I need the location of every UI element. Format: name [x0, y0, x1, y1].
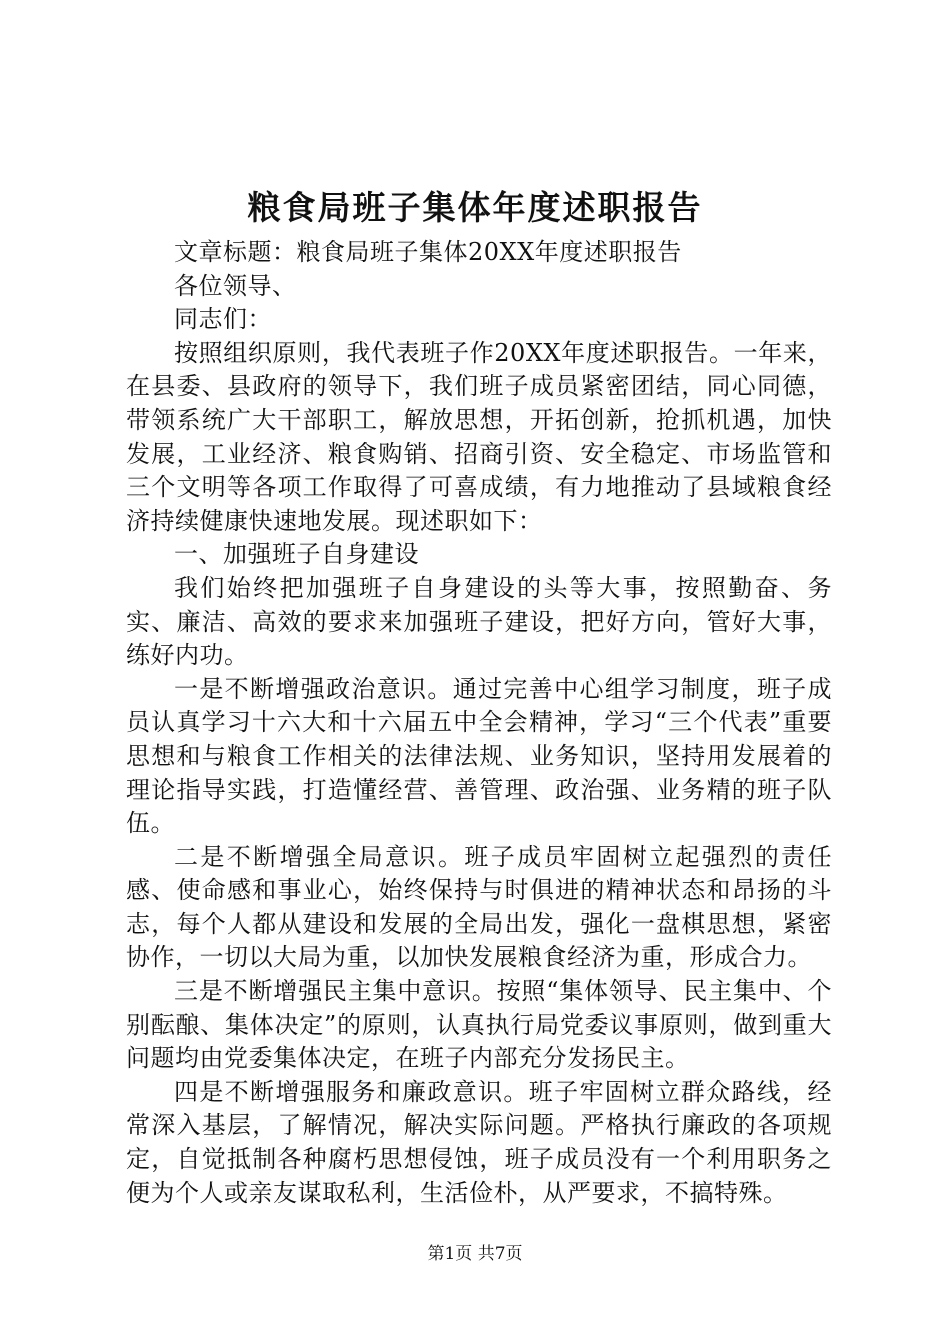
section-heading: 一、加强班子自身建设	[174, 540, 419, 569]
document-body	[126, 236, 832, 1210]
document-title: 粮食局班子集体年度述职报告	[247, 188, 703, 227]
paragraph-intro: 按照组织原则，我代表班子作20XX年度述职报告。一年来，在县委、县政府的领导下，我们班子成员紧密团结，同心同德，带领系统广大干部职工，解放思想，开拓创新，抢抓机遇，加快发展，工业经济、粮食购销、招商引资、安全稳定、市场监管和三个文明等各项工作取得了可喜成绩，有力地推动了县域粮食经济持续健康快速地发展。现述职如下：	[126, 338, 832, 535]
page-footer: 第1页 共7页	[427, 1244, 523, 1264]
paragraph-article-title: 文章标题：粮食局班子集体20XX年度述职报告	[174, 238, 682, 266]
paragraph-salutation-leaders: 各位领导、	[174, 271, 297, 300]
paragraph-democratic-centralism: 三是不断增强民主集中意识。按照“集体领导、民主集中、个别酝酿、集体决定”的原则，认真执行局党委议事原则，做到重大问题均由党委集体决定，在班子内部充分发扬民主。	[126, 977, 832, 1073]
paragraph-political-awareness: 一是不断增强政治意识。通过完善中心组学习制度，班子成员认真学习十六大和十六届五中全会精神，学习“三个代表”重要思想和与粮食工作相关的法律法规、业务知识，坚持用发展着的理论指导实践，打造懂经营、善管理、政治强、业务精的班子队伍。	[126, 674, 832, 838]
paragraph-section-intro: 我们始终把加强班子自身建设的头等大事，按照勤奋、务实、廉洁、高效的要求来加强班子建设，把好方向，管好大事，练好内功。	[126, 573, 832, 670]
paragraph-service-integrity: 四是不断增强服务和廉政意识。班子牢固树立群众路线，经常深入基层，了解情况，解决实际问题。严格执行廉政的各项规定，自觉抵制各种腐朽思想侵蚀，班子成员没有一个利用职务之便为个人或亲友谋取私利，生活俭朴，从严要求，不搞特殊。	[126, 1077, 832, 1207]
paragraph-salutation-comrades: 同志们：	[174, 305, 272, 334]
paragraph-overall-awareness: 二是不断增强全局意识。班子成员牢固树立起强烈的责任感、使命感和事业心，始终保持与时俱进的精神状态和昂扬的斗志，每个人都从建设和发展的全局出发，强化一盘棋思想，紧密协作，一切以大局为重，以加快发展粮食经济为重，形成合力。	[126, 842, 832, 972]
